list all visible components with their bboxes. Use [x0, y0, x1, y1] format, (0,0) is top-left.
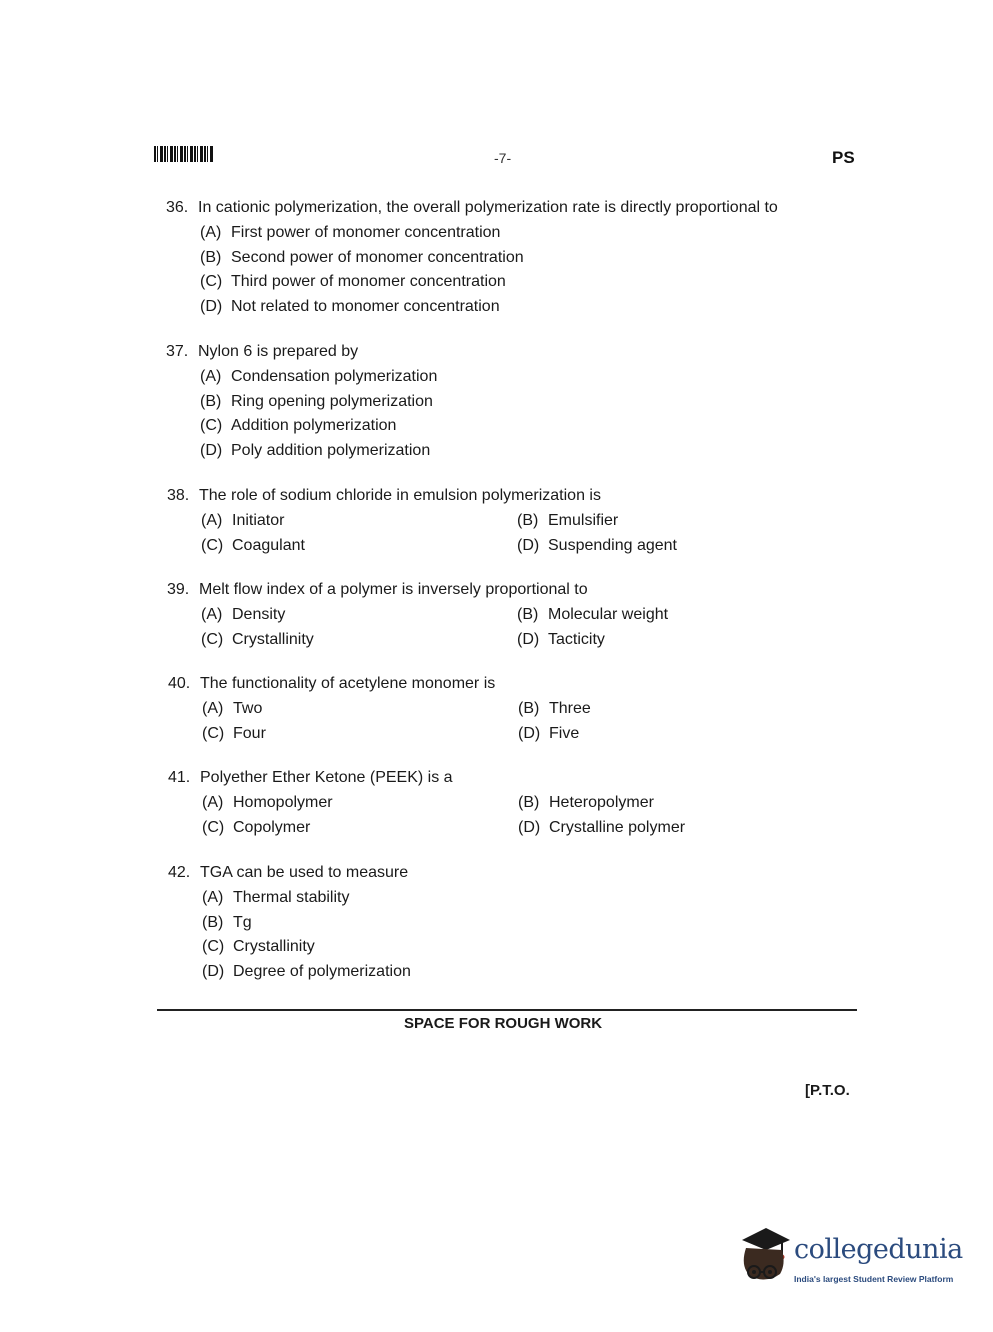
option-a: (A) Homopolymer — [202, 793, 333, 811]
question-number: 41. — [168, 769, 191, 786]
option-a: (A) Condensation polymerization — [200, 367, 438, 385]
question-text: Polyether Ether Ketone (PEEK) is a — [200, 769, 453, 786]
question-text: In cationic polymerization, the overall polymerization rate is directly proportional to — [198, 199, 778, 216]
divider — [157, 1009, 857, 1011]
option-c: (C) Crystallinity — [201, 630, 314, 648]
watermark — [736, 1226, 961, 1290]
question-37 — [166, 340, 437, 464]
option-b: (B) Tg — [202, 913, 252, 931]
question-42 — [168, 861, 411, 985]
question-number: 38. — [167, 487, 190, 504]
option-a: (A) First power of monomer concentration — [200, 223, 501, 241]
option-b: (B) Heteropolymer — [518, 793, 654, 811]
question-41 — [168, 766, 758, 840]
question-text: The functionality of acetylene monomer is — [200, 675, 496, 692]
option-b: (B) Molecular weight — [517, 605, 669, 623]
question-40 — [168, 672, 758, 746]
question-text: Nylon 6 is prepared by — [198, 343, 359, 360]
paper-code: PS — [832, 148, 855, 167]
option-a: (A) Density — [201, 605, 286, 623]
question-number: 42. — [168, 864, 191, 881]
option-b: (B) Second power of monomer concentration — [200, 248, 524, 266]
option-b: (B) Ring opening polymerization — [200, 392, 433, 410]
brand-name: collegedunia — [794, 1234, 963, 1265]
option-d: (D) Suspending agent — [517, 536, 677, 554]
option-c: (C) Addition polymerization — [200, 417, 397, 435]
option-d: (D) Five — [518, 724, 580, 742]
page-number: -7- — [494, 150, 512, 166]
question-number: 37. — [166, 343, 189, 360]
option-d: (D) Degree of polymerization — [202, 963, 411, 981]
question-number: 40. — [168, 675, 191, 692]
question-39 — [167, 578, 757, 652]
question-text: TGA can be used to measure — [200, 864, 409, 881]
option-c: (C) Copolymer — [202, 818, 311, 836]
option-d: (D) Crystalline polymer — [518, 818, 686, 836]
question-number: 39. — [167, 581, 190, 598]
brand-tagline: India's largest Student Review Platform — [794, 1274, 954, 1284]
question-36 — [166, 196, 778, 320]
option-d: (D) Not related to monomer concentration — [200, 298, 500, 316]
option-c: (C) Third power of monomer concentration — [200, 273, 506, 291]
rough-work-label: SPACE FOR ROUGH WORK — [404, 1015, 603, 1032]
pto-label: [P.T.O. — [805, 1082, 850, 1099]
option-c: (C) Crystallinity — [202, 938, 315, 956]
barcode-icon — [154, 146, 214, 162]
option-a: (A) Thermal stability — [202, 888, 350, 906]
option-c: (C) Four — [202, 724, 266, 742]
mascot-icon — [736, 1226, 794, 1290]
option-a: (A) Initiator — [201, 511, 285, 529]
option-c: (C) Coagulant — [201, 536, 305, 554]
option-b: (B) Emulsifier — [517, 511, 619, 529]
question-text: Melt flow index of a polymer is inversely proportional to — [199, 581, 588, 598]
question-38 — [167, 484, 757, 558]
option-b: (B) Three — [518, 699, 591, 717]
option-d: (D) Poly addition polymerization — [200, 442, 431, 460]
option-a: (A) Two — [202, 699, 263, 717]
option-d: (D) Tacticity — [517, 630, 605, 648]
question-text: The role of sodium chloride in emulsion polymerization is — [199, 487, 601, 504]
question-number: 36. — [166, 199, 189, 216]
